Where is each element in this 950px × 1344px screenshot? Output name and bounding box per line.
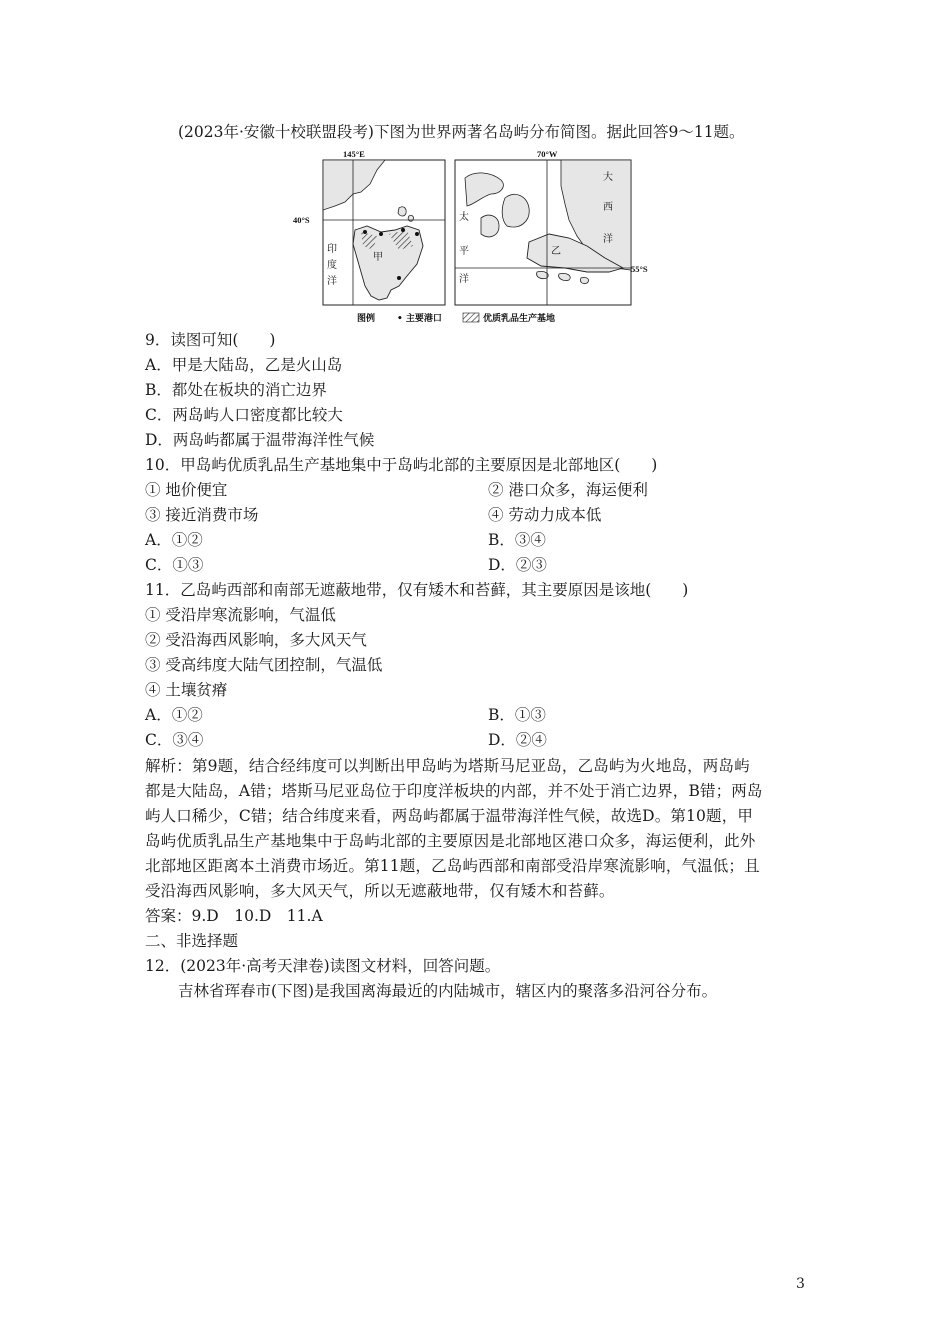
analysis-line: 都是大陆岛，A错；塔斯马尼亚岛位于印度洋板块的内部，并不处于消亡边界，B错；两岛 [145,782,763,800]
ocean-label-char: 洋 [327,276,337,287]
q10-item-1: ① 地价便宜 [145,481,228,499]
page-number: 3 [796,1276,805,1292]
q9-option-d: D．两岛屿都属于温带海洋性气候 [145,431,375,449]
q12-text: 吉林省珲春市(下图)是我国离海最近的内陆城市，辖区内的聚落多沿河谷分布。 [178,982,718,1000]
q10-option-b: B．③④ [488,531,546,549]
section-heading: 二、非选择题 [145,932,239,950]
q10-stem: 10．甲岛屿优质乳品生产基地集中于岛屿北部的主要原因是北部地区( ) [145,456,658,474]
legend-dairy: 优质乳品生产基地 [483,314,556,324]
port-marker [363,230,367,234]
port-marker [379,232,383,236]
analysis-line: 解析：第9题，结合经纬度可以判断出甲岛屿为塔斯马尼亚岛，乙岛屿为火地岛，两岛屿 [145,757,750,775]
latitude-label: 55°S [631,264,648,274]
q11-option-c: C．③④ [145,731,204,749]
q10-option-c: C．①③ [145,556,204,574]
small-island-shape [398,207,406,216]
longitude-label: 70°W [537,149,558,159]
map-legend [357,312,555,324]
island-label: 乙 [551,246,561,257]
island-label: 甲 [373,252,383,263]
q11-item-3: ③ 受高纬度大陆气团控制，气温低 [145,656,383,674]
small-island-shape [580,277,588,283]
q10-item-4: ④ 劳动力成本低 [488,506,602,524]
q11-option-d: D．②④ [488,731,547,749]
legend-port: • 主要港口 [397,314,442,324]
port-marker [401,228,405,232]
latitude-label: 40°S [293,215,310,225]
q11-item-4: ④ 土壤贫瘠 [145,681,228,699]
port-marker [415,232,419,236]
q10-option-d: D．②③ [488,556,547,574]
q9-stem: 9．读图可知( ) [145,331,276,349]
port-marker [397,276,401,280]
answer-line: 答案：9.D 10.D 11.A [145,907,323,925]
map-right [455,149,648,305]
intro-text: (2023年·安徽十校联盟段考)下图为世界两著名岛屿分布简图。据此回答9～11题。 [178,123,745,141]
ocean-label-char: 太 [459,212,469,223]
legend-title: 图例 [357,314,376,324]
q11-option-b: B．①③ [488,706,546,724]
q11-item-2: ② 受沿海西风影响，多大风天气 [145,631,367,649]
island-map-figure [293,149,648,328]
legend-dairy-swatch [463,313,479,322]
analysis-line: 屿人口稀少，C错；结合纬度来看，两岛屿都属于温带海洋性气候，故选D。第10题，甲 [145,807,754,825]
q9-option-b: B．都处在板块的消亡边界 [145,381,327,399]
q12-stem: 12．(2023年·高考天津卷)读图文材料，回答问题。 [145,957,501,975]
map-left [293,149,445,305]
ocean-label-char: 印 [327,244,337,255]
q9-option-a: A．甲是大陆岛，乙是火山岛 [145,356,343,374]
q11-item-1: ① 受沿岸寒流影响，气温低 [145,606,336,624]
ocean-label-char: 洋 [459,274,469,285]
ocean-label-char: 西 [603,202,613,213]
ocean-label-char: 度 [327,260,337,271]
q10-item-2: ② 港口众多，海运便利 [488,481,648,499]
q9-option-c: C．两岛屿人口密度都比较大 [145,406,343,424]
ocean-label-char: 大 [603,172,613,183]
ocean-label-char: 洋 [603,234,613,245]
coast-strip-shape [502,194,529,227]
coast-strip-shape [481,215,499,237]
q10-item-3: ③ 接近消费市场 [145,506,259,524]
small-island-shape [537,271,549,278]
q11-stem: 11．乙岛屿西部和南部无遮蔽地带，仅有矮木和苔藓，其主要原因是该地( ) [145,581,689,599]
q11-option-a: A．①② [145,706,203,724]
analysis-line: 北部地区距离本土消费市场近。第11题，乙岛屿西部和南部受沿岸寒流影响，气温低；且 [145,857,760,875]
q10-option-a: A．①② [145,531,203,549]
longitude-label: 145°E [343,149,365,159]
analysis-line: 受沿海西风影响，多大风天气，所以无遮蔽地带，仅有矮木和苔藓。 [145,882,615,900]
analysis-line: 岛屿优质乳品生产基地集中于岛屿北部的主要原因是北部地区港口众多，海运便利，此外 [145,832,756,850]
ocean-label-char: 平 [459,246,469,257]
